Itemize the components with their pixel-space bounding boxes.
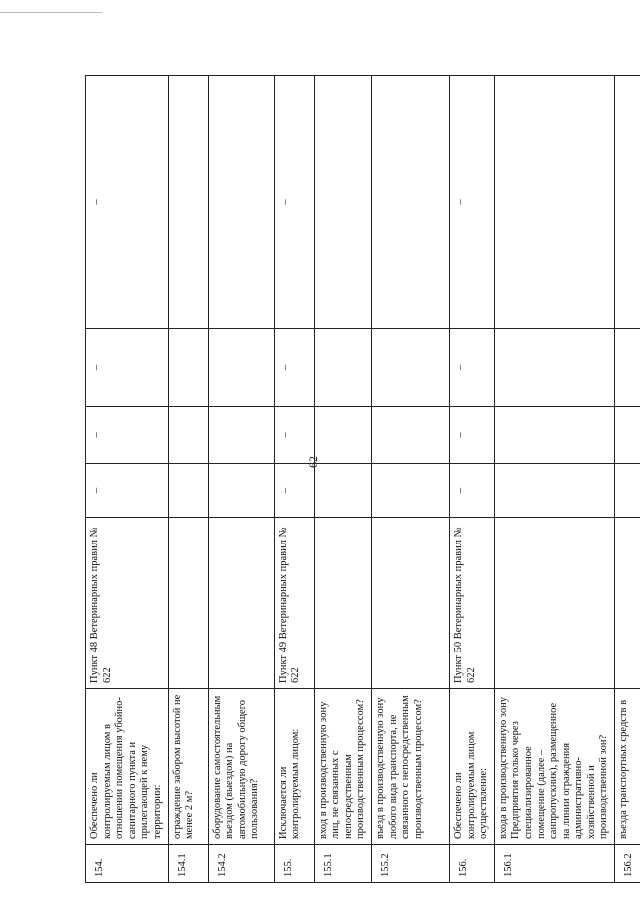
cell-not-applicable: – — [449, 329, 494, 407]
cell-not-applicable — [314, 329, 371, 407]
cell-yes — [494, 464, 614, 518]
cell-reference — [208, 518, 274, 689]
checklist-table-container — [85, 76, 635, 883]
cell-not-applicable — [371, 329, 449, 407]
cell-number: 156.2 — [615, 845, 640, 883]
cell-question: входа в производственную зону Предприятия только через специализированное помещение (далее – санпропускник), размещенное на линии ограждения административно-хозяйственной и производственной зон? — [494, 689, 614, 845]
table-row — [314, 76, 371, 883]
cell-reference — [494, 518, 614, 689]
cell-note — [371, 76, 449, 329]
cell-number: 155.2 — [371, 845, 449, 883]
table-row — [615, 76, 640, 883]
cell-yes — [168, 464, 208, 518]
cell-question: Обеспечено ли контролируемым лицом осуществление: — [449, 689, 494, 845]
cell-not-applicable: – — [274, 329, 314, 407]
table-row — [274, 76, 314, 883]
table-row — [371, 76, 449, 883]
cell-number: 156. — [449, 845, 494, 883]
cell-number: 156.1 — [494, 845, 614, 883]
cell-yes — [615, 464, 640, 518]
cell-reference: Пункт 49 Ветеринарных правил № 622 — [274, 518, 314, 689]
table-row — [86, 76, 169, 883]
cell-question: въезд в производственную зону любого вида транспорта, не связанного с непосредственным производственным процессом? — [371, 689, 449, 845]
cell-yes — [371, 464, 449, 518]
cell-no — [371, 407, 449, 464]
table-row — [494, 76, 614, 883]
cell-note: – — [274, 76, 314, 329]
cell-question: вход в производственную зону лиц, не связанных с непосредственным производственным процессом? — [314, 689, 371, 845]
table-row — [449, 76, 494, 883]
table-row — [168, 76, 208, 883]
cell-note: – — [86, 76, 169, 329]
cell-note — [314, 76, 371, 329]
cell-not-applicable — [168, 329, 208, 407]
cell-no — [615, 407, 640, 464]
cell-note — [168, 76, 208, 329]
cell-no — [208, 407, 274, 464]
cell-no — [168, 407, 208, 464]
cell-note — [208, 76, 274, 329]
cell-note — [615, 76, 640, 329]
cell-yes — [208, 464, 274, 518]
cell-reference — [615, 518, 640, 689]
checklist-table — [85, 75, 640, 883]
cell-reference: Пункт 50 Ветеринарных правил № 622 — [449, 518, 494, 689]
cell-not-applicable: – — [86, 329, 169, 407]
cell-no: – — [449, 407, 494, 464]
cell-yes: – — [86, 464, 169, 518]
table-row — [208, 76, 274, 883]
cell-question: въезда транспортных средств в — [615, 689, 640, 845]
cell-note — [494, 76, 614, 329]
cell-reference — [314, 518, 371, 689]
cell-no — [314, 407, 371, 464]
cell-reference — [371, 518, 449, 689]
checklist-table-body — [86, 76, 640, 883]
cell-yes — [314, 464, 371, 518]
cell-number: 155.1 — [314, 845, 371, 883]
cell-question: оборудование самостоятельным въездом (выездом) на автомобильную дорогу общего пользования? — [208, 689, 274, 845]
scan-edge-mark — [0, 12, 102, 13]
cell-number: 154.1 — [168, 845, 208, 883]
cell-not-applicable — [494, 329, 614, 407]
cell-number: 154. — [86, 845, 169, 883]
cell-not-applicable — [208, 329, 274, 407]
cell-question: Обеспечено ли контролируемым лицом в отношении помещения убойно-санитарного пункта и прилегающей к нему территории: — [86, 689, 169, 845]
cell-question: ограждение забором высотой не менее 2 м? — [168, 689, 208, 845]
cell-no — [494, 407, 614, 464]
page-number: 62 — [306, 456, 320, 468]
cell-not-applicable — [615, 329, 640, 407]
cell-yes: – — [449, 464, 494, 518]
cell-reference: Пункт 48 Ветеринарных правил № 622 — [86, 518, 169, 689]
rotated-table-frame — [85, 76, 635, 883]
cell-no: – — [274, 407, 314, 464]
cell-no: – — [86, 407, 169, 464]
cell-number: 155. — [274, 845, 314, 883]
cell-note: – — [449, 76, 494, 329]
cell-number: 154.2 — [208, 845, 274, 883]
cell-question: Исключается ли контролируемым лицом: — [274, 689, 314, 845]
cell-yes: – — [274, 464, 314, 518]
cell-reference — [168, 518, 208, 689]
